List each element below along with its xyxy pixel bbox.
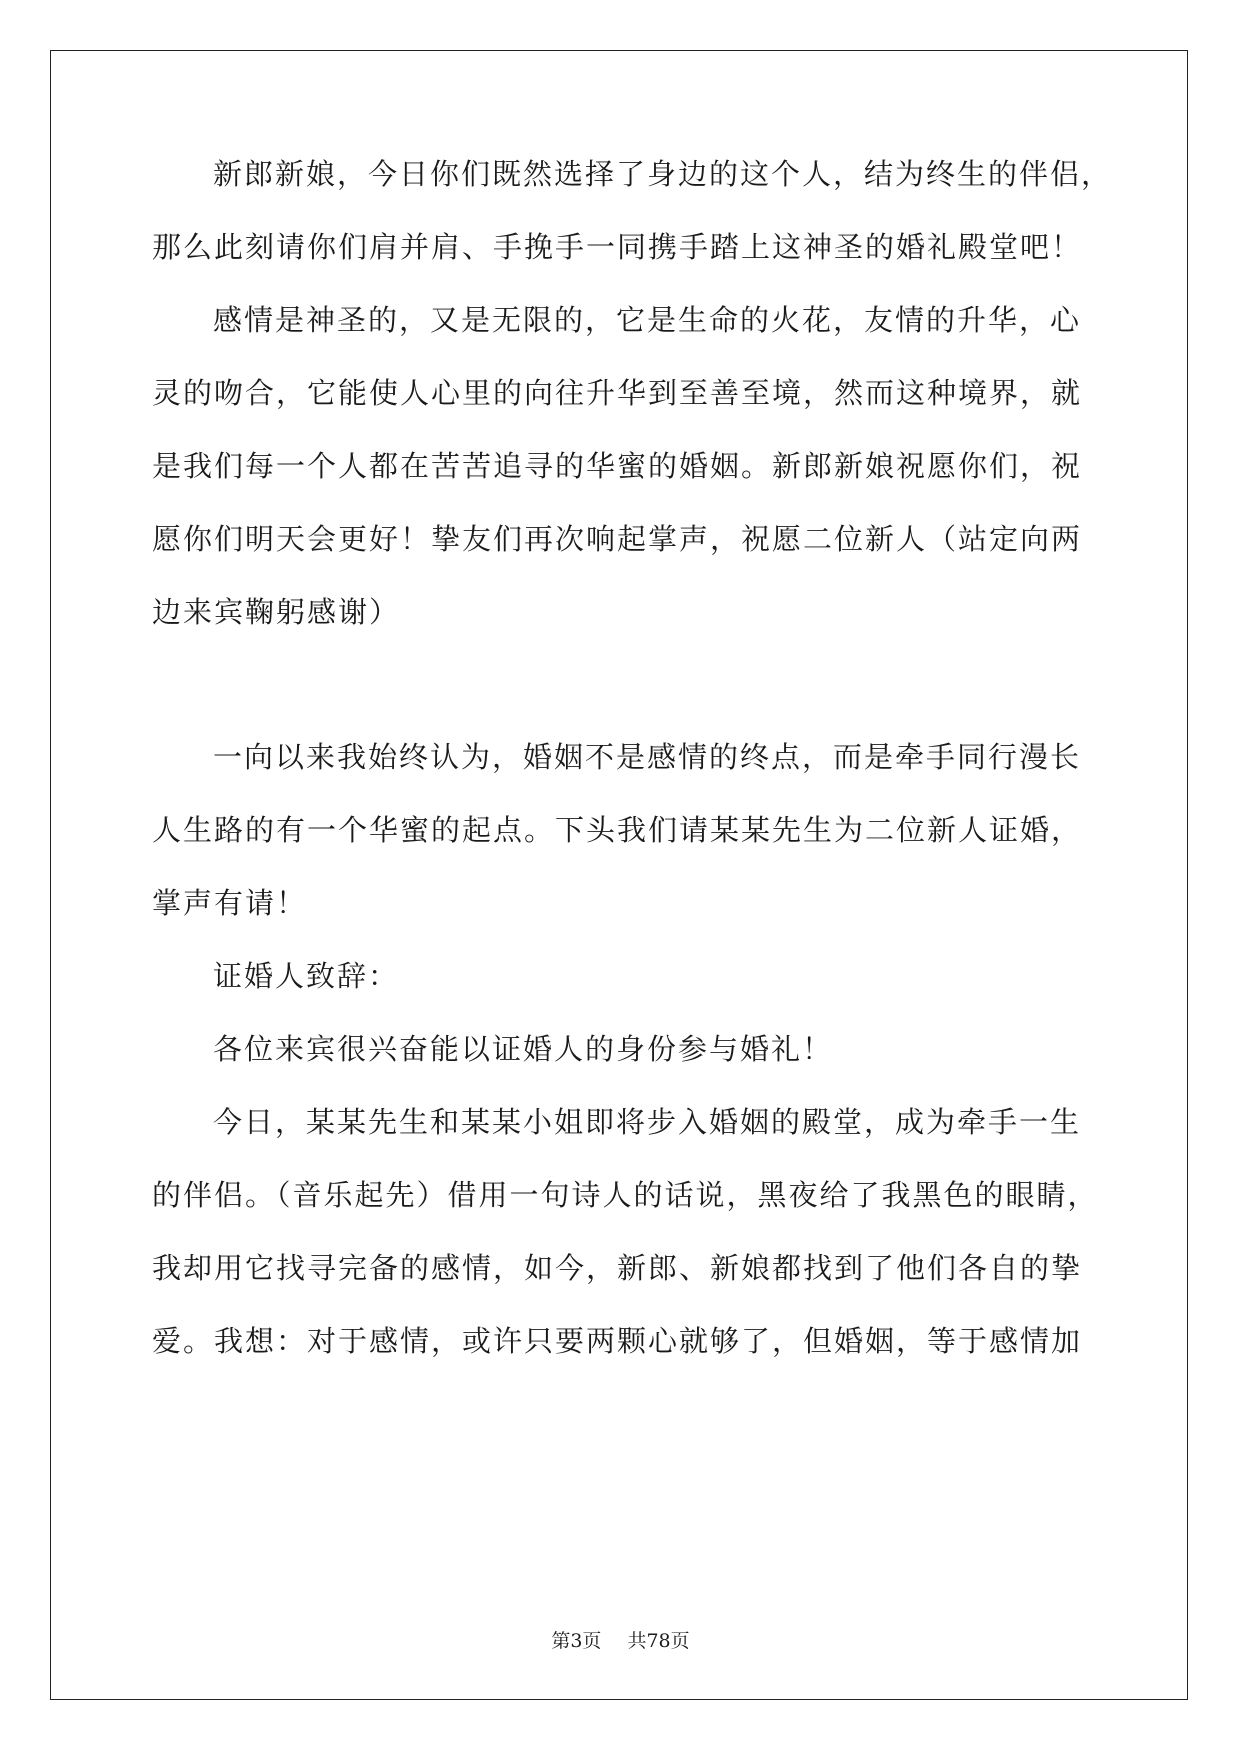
text-line: 证婚人致辞： — [213, 959, 400, 993]
text-line: 各位来宾很兴奋能以证婚人的身份参与婚礼！ — [213, 1032, 834, 1066]
text-line: 我却用它找寻完备的感情，如今，新郎、新娘都找到了他们各自的挚 — [152, 1251, 1083, 1285]
text-line: 爱。我想：对于感情，或许只要两颗心就够了，但婚姻，等于感情加 — [152, 1324, 1083, 1358]
page-total: 共78页 — [627, 1630, 690, 1652]
page-border — [50, 50, 1188, 1700]
page-footer — [0, 1626, 1241, 1653]
text-line: 今日，某某先生和某某小姐即将步入婚姻的殿堂，成为牵手一生 — [213, 1105, 1082, 1139]
text-line: 的伴侣。（音乐起先）借用一句诗人的话说，黑夜给了我黑色的眼睛， — [152, 1178, 1099, 1212]
text-line: 愿你们明天会更好！挚友们再次响起掌声，祝愿二位新人（站定向两 — [152, 522, 1083, 556]
text-line: 一向以来我始终认为，婚姻不是感情的终点，而是牵手同行漫长 — [213, 740, 1082, 774]
text-line: 那么此刻请你们肩并肩、手挽手一同携手踏上这神圣的婚礼殿堂吧！ — [152, 230, 1083, 264]
text-line: 感情是神圣的，又是无限的，它是生命的火花，友情的升华，心 — [213, 303, 1082, 337]
text-line: 灵的吻合，它能使人心里的向往升华到至善至境，然而这种境界，就 — [152, 376, 1083, 410]
text-line: 人生路的有一个华蜜的起点。下头我们请某某先生为二位新人证婚， — [152, 813, 1083, 847]
text-line: 是我们每一个人都在苦苦追寻的华蜜的婚姻。新郎新娘祝愿你们，祝 — [152, 449, 1083, 483]
text-line: 新郎新娘，今日你们既然选择了身边的这个人，结为终生的伴侣， — [213, 157, 1113, 191]
text-line: 掌声有请！ — [152, 886, 308, 920]
page-number: 第3页 — [551, 1630, 602, 1652]
text-line: 边来宾鞠躬感谢） — [152, 595, 401, 629]
